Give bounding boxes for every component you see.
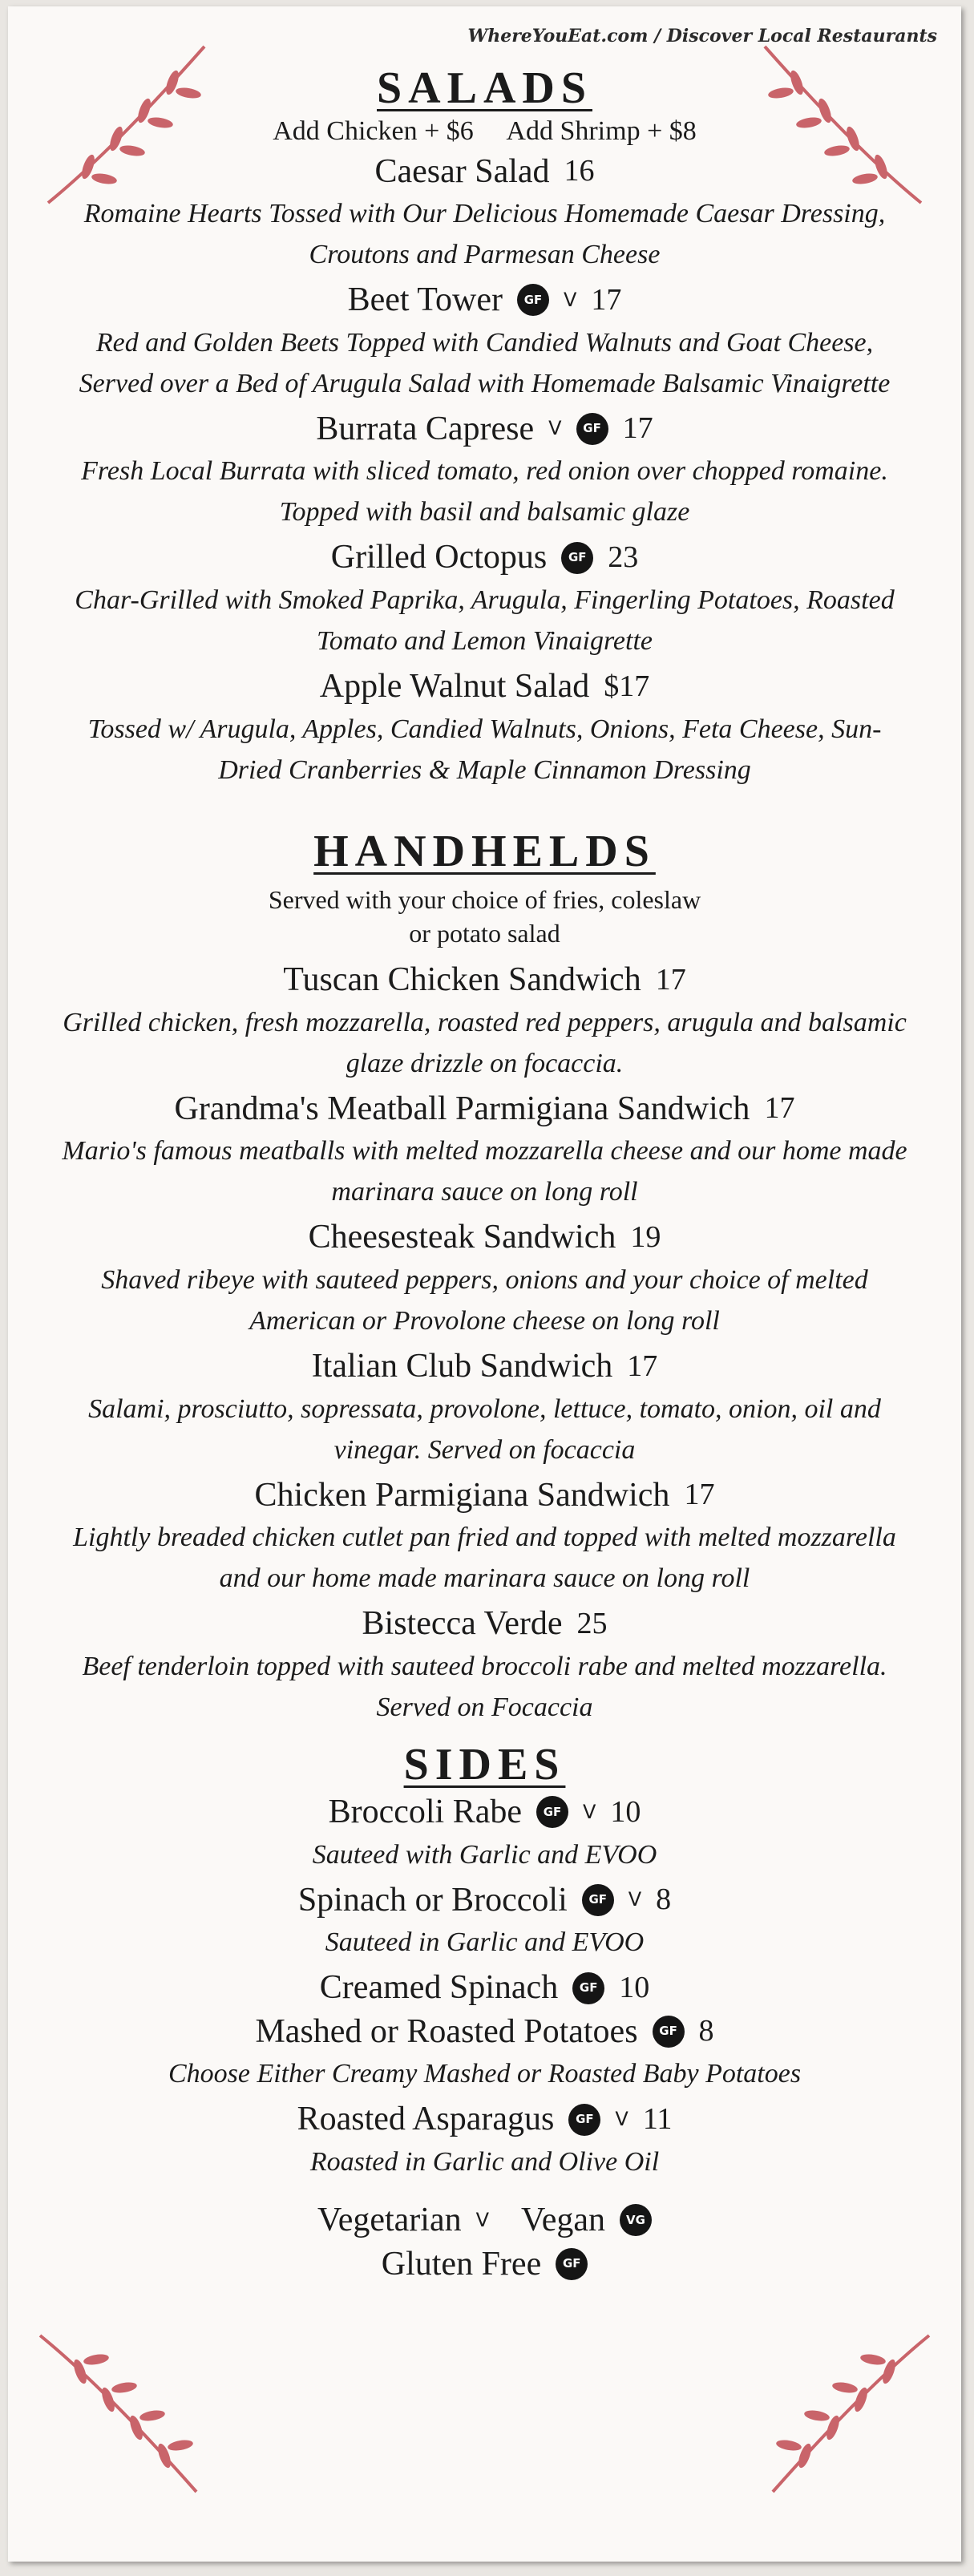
item-description: Fresh Local Burrata with sliced tomato, red onion over chopped romaine. Topped with basil and balsamic glaze bbox=[81, 456, 888, 528]
menu-item-broccoli-rabe bbox=[8, 1790, 961, 1834]
item-price: 16 bbox=[564, 154, 595, 188]
salads-heading: SALADS bbox=[377, 63, 592, 113]
item-name: Tuscan Chicken Sandwich bbox=[283, 961, 641, 999]
item-price: 17 bbox=[655, 962, 686, 997]
gluten-free-badge-icon: GF bbox=[653, 2016, 685, 2048]
gluten-free-badge-icon: GF bbox=[517, 284, 549, 316]
menu-item-spinach-or-broccoli bbox=[8, 1878, 961, 1923]
item-name: Roasted Asparagus bbox=[297, 2101, 555, 2138]
item-description: Lightly breaded chicken cutlet pan fried and topped with melted mozzarella and our home made marinara sauce on long roll bbox=[73, 1523, 896, 1594]
item-description: Red and Golden Beets Topped with Candied Walnuts and Goat Cheese, Served over a Bed of Arugula Salad with Homemade Balsamic Vinaigrette bbox=[79, 327, 891, 398]
menu-item-beet-tower bbox=[8, 278, 961, 322]
menu-item-bistecca-verde bbox=[8, 1602, 961, 1646]
menu-item-meatball-parmigiana-sandwich bbox=[8, 1087, 961, 1131]
item-description: Tossed w/ Arugula, Apples, Candied Walnuts, Onions, Feta Cheese, Sun-Dried Cranberries & Maple Cinnamon Dressing bbox=[87, 714, 882, 785]
laurel-bottom-left-icon bbox=[32, 2323, 216, 2500]
menu-item-burrata-caprese bbox=[8, 407, 961, 451]
menu-item-apple-walnut-salad bbox=[8, 665, 961, 709]
item-price: 17 bbox=[764, 1091, 795, 1126]
item-name: Burrata Caprese bbox=[316, 410, 535, 447]
section-spacer bbox=[8, 794, 961, 826]
sides-heading: SIDES bbox=[403, 1739, 566, 1789]
vegan-badge-icon: VG bbox=[620, 2204, 652, 2236]
item-description: Roasted in Garlic and Olive Oil bbox=[309, 2147, 660, 2178]
item-price: 8 bbox=[698, 2014, 714, 2048]
item-name: Grilled Octopus bbox=[330, 539, 548, 576]
item-description: Char-Grilled with Smoked Paprika, Arugula, Fingerling Potatoes, Roasted Tomato and Lemon Vinaigrette bbox=[75, 584, 895, 656]
item-description: Choose Either Creamy Mashed or Roasted Baby Potatoes bbox=[168, 2059, 802, 2089]
menu-item-italian-club-sandwich bbox=[8, 1345, 961, 1389]
legend-vegetarian bbox=[317, 2198, 489, 2242]
menu-item-grilled-octopus bbox=[8, 536, 961, 580]
legend-gluten-free bbox=[8, 2242, 961, 2287]
item-price: 10 bbox=[610, 1794, 641, 1829]
menu-page bbox=[8, 6, 961, 2562]
item-price: 17 bbox=[627, 1349, 658, 1383]
item-description: Romaine Hearts Tossed with Our Delicious Homemade Caesar Dressing, Croutons and Parmesan Cheese bbox=[83, 199, 886, 270]
item-name: Italian Club Sandwich bbox=[311, 1347, 613, 1385]
handhelds-heading: HANDHELDS bbox=[313, 826, 656, 876]
gluten-free-badge-icon: GF bbox=[568, 2104, 600, 2136]
dietary-legend bbox=[8, 2198, 961, 2242]
item-price: 17 bbox=[591, 282, 622, 317]
item-name: Cheesesteak Sandwich bbox=[308, 1219, 616, 1256]
item-name: Grandma's Meatball Parmigiana Sandwich bbox=[174, 1090, 750, 1127]
item-name: Spinach or Broccoli bbox=[297, 1881, 568, 1919]
item-price: $17 bbox=[604, 669, 650, 703]
vegetarian-mark-icon: V bbox=[628, 1888, 642, 1911]
item-name: Creamed Spinach bbox=[319, 1969, 559, 2007]
gluten-free-badge-icon: GF bbox=[556, 2248, 588, 2280]
item-description: Salami, prosciutto, sopressata, provolone, lettuce, tomato, onion, oil and vinegar. Served on focaccia bbox=[88, 1393, 881, 1465]
menu-item-roasted-asparagus bbox=[8, 2097, 961, 2141]
gluten-free-badge-icon: GF bbox=[572, 1972, 604, 2004]
item-description: Sauteed in Garlic and EVOO bbox=[325, 1927, 645, 1958]
item-price: 25 bbox=[576, 1606, 608, 1640]
item-price: 19 bbox=[630, 1219, 661, 1254]
item-name: Chicken Parmigiana Sandwich bbox=[254, 1476, 670, 1514]
item-name: Beet Tower bbox=[347, 281, 503, 319]
menu-item-chicken-parmigiana-sandwich bbox=[8, 1474, 961, 1518]
item-description: Mario's famous meatballs with melted mozzarella cheese and our home made marinara sauce on long roll bbox=[62, 1136, 907, 1207]
legend-label: Gluten Free bbox=[381, 2245, 542, 2283]
item-name: Bistecca Verde bbox=[362, 1605, 563, 1643]
legend-label: Vegan bbox=[521, 2202, 605, 2239]
legend-vegan bbox=[521, 2198, 652, 2242]
vegetarian-mark-icon: V bbox=[563, 288, 577, 311]
legend-label: Vegetarian bbox=[317, 2202, 462, 2239]
item-name: Apple Walnut Salad bbox=[319, 667, 590, 705]
gluten-free-badge-icon: GF bbox=[582, 1884, 614, 1916]
vegetarian-mark-icon: V bbox=[548, 417, 562, 440]
menu-content bbox=[8, 63, 961, 2286]
menu-item-cheesesteak-sandwich bbox=[8, 1215, 961, 1260]
item-description: Sauteed with Garlic and EVOO bbox=[312, 1839, 657, 1870]
vegetarian-mark-icon: V bbox=[475, 2208, 490, 2231]
item-price: 17 bbox=[684, 1478, 715, 1512]
vegetarian-mark-icon: V bbox=[615, 2108, 628, 2131]
item-price: 8 bbox=[656, 1882, 672, 1917]
gluten-free-badge-icon: GF bbox=[536, 1796, 568, 1828]
gluten-free-badge-icon: GF bbox=[576, 413, 608, 445]
item-name: Mashed or Roasted Potatoes bbox=[255, 2012, 638, 2050]
laurel-bottom-right-icon bbox=[753, 2323, 937, 2500]
item-price: 17 bbox=[622, 411, 653, 446]
menu-item-mashed-or-roasted-potatoes bbox=[8, 2010, 961, 2054]
item-description: Shaved ribeye with sauteed peppers, onions and your choice of melted American or Provolone cheese on long roll bbox=[101, 1264, 868, 1336]
item-price: 11 bbox=[642, 2102, 673, 2137]
item-name: Broccoli Rabe bbox=[328, 1793, 522, 1831]
menu-item-creamed-spinach bbox=[8, 1966, 961, 2010]
item-price: 10 bbox=[619, 1970, 650, 2004]
handhelds-note: Served with your choice of fries, coleslaw or potato salad bbox=[268, 884, 701, 948]
menu-item-tuscan-chicken-sandwich bbox=[8, 958, 961, 1002]
salads-addons: Add Chicken + $6 Add Shrimp + $8 bbox=[273, 116, 697, 147]
menu-item-caesar-salad bbox=[8, 150, 961, 194]
gluten-free-badge-icon: GF bbox=[561, 542, 593, 574]
item-name: Caesar Salad bbox=[374, 152, 550, 190]
item-description: Beef tenderloin topped with sauteed broccoli rabe and melted mozzarella. Served on Focaccia bbox=[82, 1651, 887, 1722]
item-description: Grilled chicken, fresh mozzarella, roasted red peppers, arugula and balsamic glaze drizzle on focaccia. bbox=[63, 1007, 907, 1078]
vegetarian-mark-icon: V bbox=[583, 1800, 596, 1823]
item-price: 23 bbox=[608, 540, 639, 574]
watermark: WhereYouEat.com / Discover Local Restaurants bbox=[467, 26, 937, 47]
